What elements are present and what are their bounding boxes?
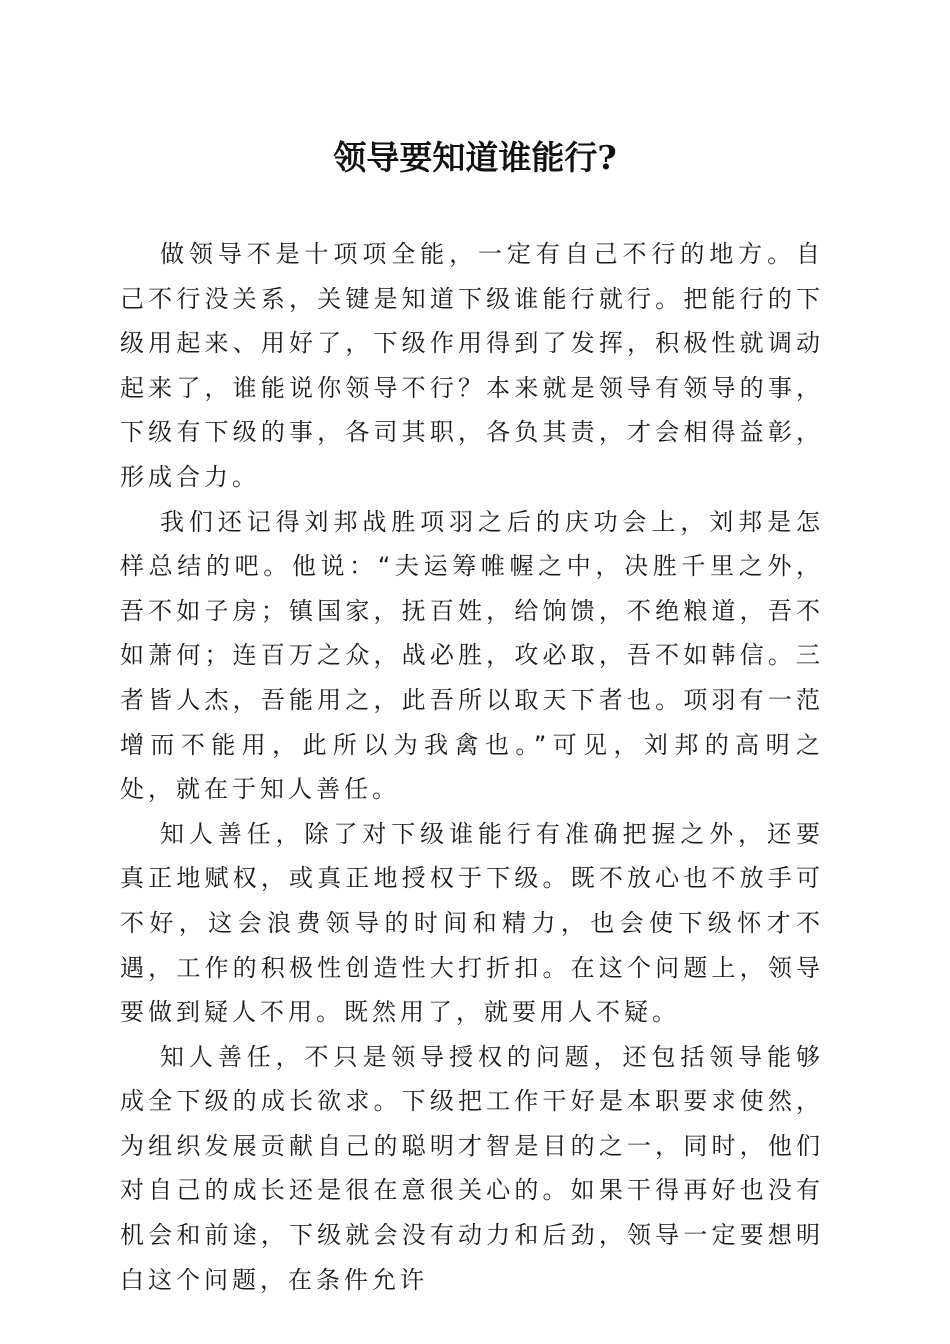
paragraph-1: 做领导不是十项项全能，一定有自己不行的地方。自己不行没关系，关键是知道下级谁能行就行。把能行的下级用起来、用好了，下级作用得到了发挥，积极性就调动起来了，谁能说你领导不行？本来就是领导有领导的事，下级有下级的事，各司其职，各负其责，才会相得益彰，形成合力。 (120, 240, 824, 491)
document-body (120, 232, 824, 1302)
paragraph-4: 知人善任，不只是领导授权的问题，还包括领导能够成全下级的成长欲求。下级把工作干好是本职要求使然，为组织发展贡献自己的聪明才智是目的之一，同时，他们对自己的成长还是很在意很关心的。如果干得再好也没有机会和前途，下级就会没有动力和后劲，领导一定要想明白这个问题，在条件允许 (120, 1042, 824, 1294)
paragraph-3: 知人善任，除了对下级谁能行有准确把握之外，还要真正地赋权，或真正地授权于下级。既不放心也不放手可不好，这会浪费领导的时间和精力，也会使下级怀才不遇，工作的积极性创造性大打折扣。在这个问题上，领导要做到疑人不用。既然用了，就要用人不疑。 (120, 819, 824, 1027)
paragraph-2: 我们还记得刘邦战胜项羽之后的庆功会上，刘邦是怎样总结的吧。他说：“夫运筹帷幄之中，决胜千里之外，吾不如子房；镇国家，抚百姓，给饷馈，不绝粮道，吾不如萧何；连百万之众，战必胜，攻必取，吾不如韩信。三者皆人杰，吾能用之，此吾所以取天下者也。项羽有一范增而不能用，此所以为我禽也。”可见，刘邦的高明之处，就在于知人善任。 (120, 507, 824, 804)
document-title: 领导要知道谁能行? (333, 138, 617, 177)
